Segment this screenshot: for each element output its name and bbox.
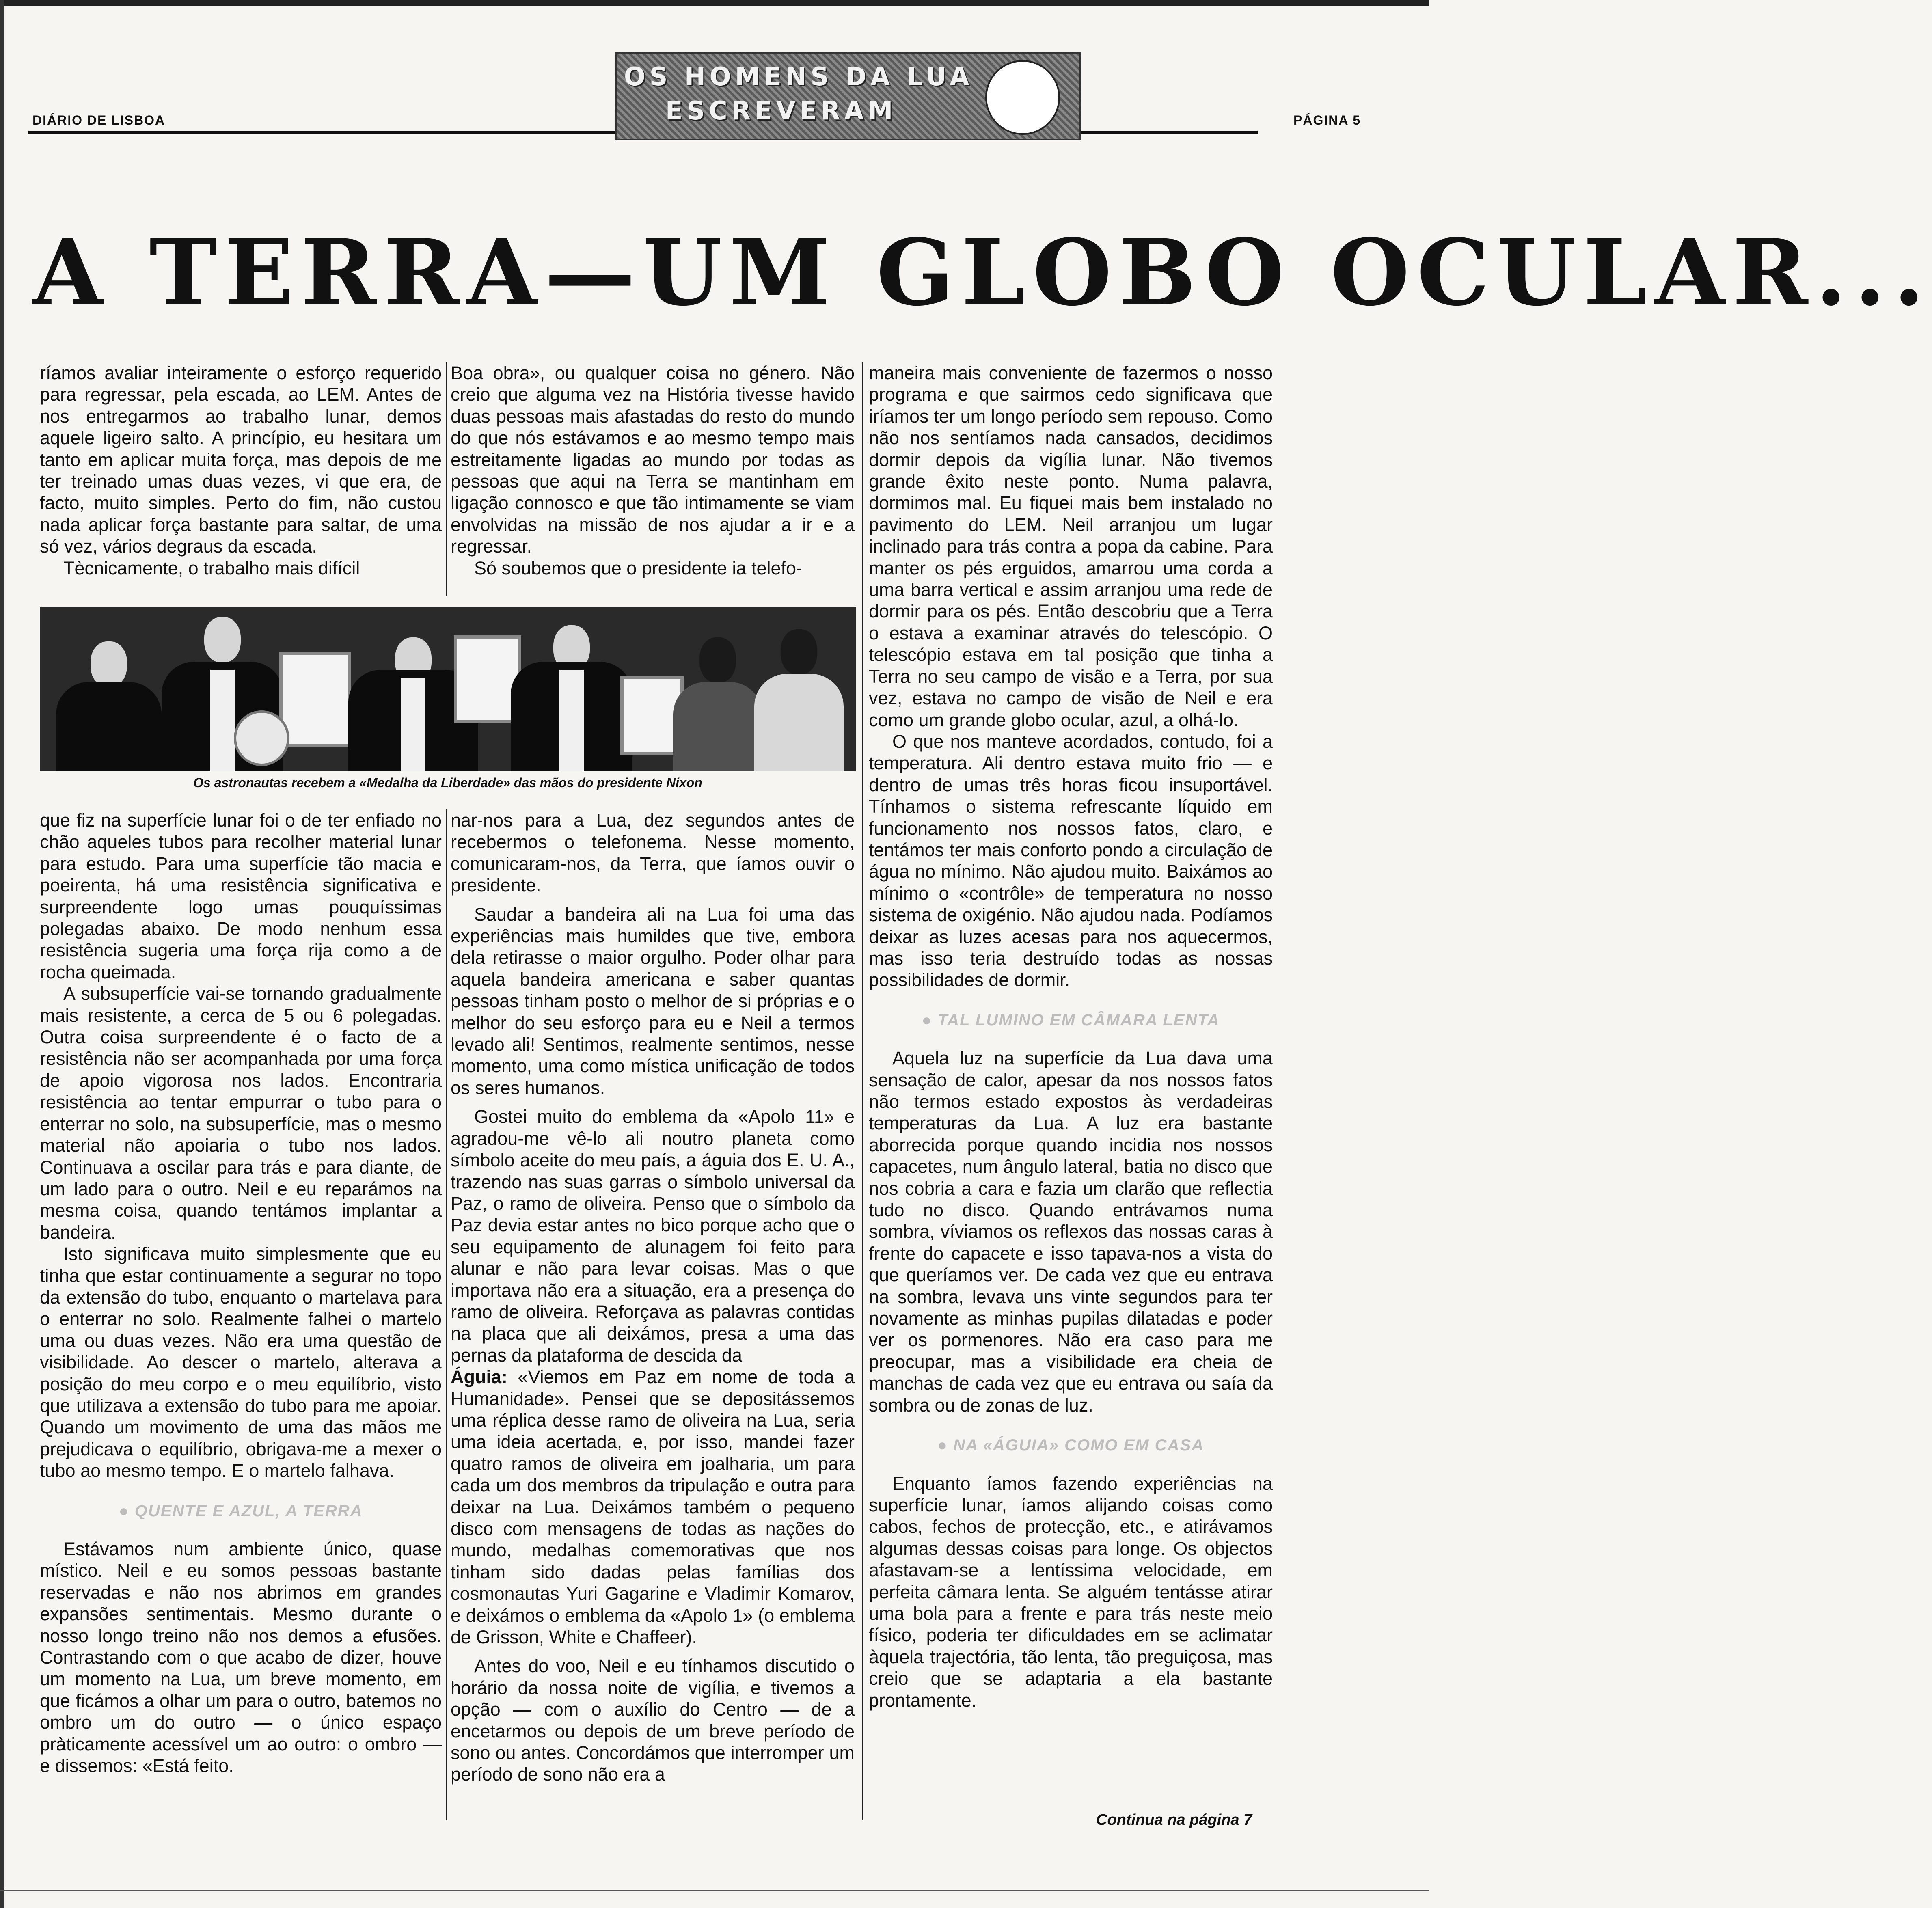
subheading: ● NA «ÁGUIA» COMO EM CASA — [937, 1436, 1205, 1455]
newspaper-name: DIÁRIO DE LISBOA — [32, 113, 166, 127]
subheading: ● TAL LUMINO EM CÂMARA LENTA — [922, 1011, 1220, 1029]
column-divider — [862, 362, 863, 1820]
subheading: ● QUENTE E AZUL, A TERRA — [119, 1502, 363, 1520]
section-logo-line-1: OS HOMENS DA LUA — [624, 62, 974, 91]
paragraph: Enquanto íamos fazendo experiências na superfície lunar, íamos alijando coisas como cabos, fechos de protecção, etc., e atirávamos algumas dessas coisas para longe. Os objectos afastavam-se a lentíssima velocidade, em perfeita câmara lenta. Se alguém tentásse atirar uma bola para a frente e para trás neste meio físico, poderia ter dificuldades em se aclimatar àquela trajectória, tão lenta, tão preguiçosa, mas creio que se adaptaria a ela bastante prontamente. — [869, 1473, 1273, 1711]
column-divider — [446, 362, 447, 596]
bottom-rule — [0, 1890, 1429, 1891]
paragraph: Antes do voo, Neil e eu tínhamos discutido o horário da nossa noite de vigília, e tivemos a opção — com o auxílio do Centro — de a encetarmos ou depois de um breve período de sono ou antes. Concordámos que interromper um período de sono não era a — [451, 1655, 855, 1785]
column-2-bottom — [451, 809, 855, 1785]
paragraph: ríamos avaliar inteiramente o esforço requerido para regressar, pela escada, ao LEM. Antes de nos entregarmos ao trabalho lunar, demos aquele ligeiro salto. A princípio, eu hesitara um tanto em aplicar muita força, mas depois de me ter treinado umas duas vezes, vi que era, de facto, muito simples. Perto do fim, não custou nada aplicar força bastante para saltar, de uma só vez, vários degraus da escada. — [40, 363, 442, 557]
paragraph-continuation: «Viemos em Paz em nome de toda a Humanidade». Pensei que se depositássemos uma réplica desse ramo de oliveira na Lua, seria uma ideia acertada, e, por isso, mandei fazer quatro ramos de oliveira em joalharia, um para cada um dos membros da tripulação e outra para deixar na Lua. Deixámos também o pequeno disco com mensagens de todas as nações do mundo, medalhas comemorativas que nos tinham sido dadas pelas famílias dos cosmonautas Yuri Gagarine e Vladimir Komarov, e deixámos o emblema da «Apolo 1» (o emblema de Grisson, White e Chaffeer). — [451, 1366, 855, 1648]
column-3 — [869, 362, 1273, 1711]
bold-word: Águia: — [451, 1366, 507, 1388]
presidential-seal-icon — [234, 710, 289, 766]
paragraph: Saudar a bandeira ali na Lua foi uma das experiências mais humildes que tive, embora dela retirasse o maior orgulho. Poder olhar para aquela bandeira americana e saber quantas pessoas tinham posto o melhor de si próprias e o melhor do seu esforço para eu e Neil a termos levado ali! Sentimos, realmente sentimos, nesse momento, uma como mística unificação de todos os seres humanos. — [451, 904, 855, 1098]
paragraph: Estávamos num ambiente único, quase místico. Neil e eu somos pessoas bastante reservadas e não nos abrimos em grandes expansões sentimentais. Mesmo durante o nosso longo treino não nos demos a efusões. Contrastando com o que acabo de dizer, houve um momento na Lua, um breve momento, em que ficámos a olhar um para o outro, batemos no ombro um do outro — o único espaço pràticamente acessível um ao outro: o ombro — e dissemos: «Está feito. — [40, 1539, 442, 1776]
paragraph: A subsuperfície vai-se tornando gradualmente mais resistente, a cerca de 5 ou 6 polegadas. Outra coisa surpreendente é o facto de a resistência não ser acompanhada por uma força de apoio vigorosa nos lados. Encontraria resistência ao tentar empurrar o tubo para o enterrar no solo, na subsuperfície, mas o mesmo material não apoiaria o tubo nos lados. Continuava a oscilar para trás e para diante, de um lado para o outro. Neil e eu reparámos na mesma coisa, quando tentámos implantar a bandeira. — [40, 983, 442, 1243]
column-1-bottom — [40, 809, 442, 1776]
photo-caption: Os astronautas recebem a «Medalha da Liberdade» das mãos do presidente Nixon — [193, 775, 702, 790]
moon-icon — [985, 60, 1060, 135]
column-1-top — [40, 362, 442, 579]
column-2-top — [451, 362, 855, 579]
paragraph: O que nos manteve acordados, contudo, foi a temperatura. Ali dentro estava muito frio — e dentro de umas três horas ficou insuportável. Tínhamos o sistema refrescante líquido em funcionamento nos nossos fatos, claro, e tentámos ter mais conforto pondo a circulação de água no mínimo. Não ajudou muito. Baixámos ao mínimo o «contrôle» de temperatura no nosso sistema de oxigénio. Não ajudou nada. Podíamos deixar as luzes acesas para nos aquecermos, mas isso teria destruído todas as nossas possibilidades de dormir. — [869, 731, 1273, 991]
continued-on-page: Continua na página 7 — [1096, 1811, 1252, 1828]
paragraph: Tècnicamente, o trabalho mais difícil — [63, 557, 360, 578]
section-logo — [615, 52, 1081, 140]
paragraph: nar-nos para a Lua, dez segundos antes de recebermos o telefonema. Nesse momento, comunicaram-nos, da Terra, que íamos ouvir o presidente. — [451, 810, 855, 896]
page-number: PÁGINA 5 — [1293, 113, 1361, 127]
column-divider — [446, 809, 447, 1820]
photo-astronauts-nixon — [40, 607, 856, 771]
paragraph: Aquela luz na superfície da Lua dava uma sensação de calor, apesar da nos nossos fatos não termos estado expostos às verdadeiras temperaturas da Lua. A luz era bastante aborrecida porque quando incidia nos nossos capacetes, num ângulo lateral, batia no disco que nos cobria a cara e fazia um clarão que reflectia tudo no disco. Quando entrávamos numa sombra, víviamos os reflexos das nossas caras à frente do capacete e isso tapava-nos a vista do que queríamos ver. De cada vez que eu entrava na sombra, levava uns vinte segundos para ter novamente as minhas pupilas dilatadas e poder ver os pormenores. Não era caso para me preocupar, mas a visibilidade era cheia de manchas de cada vez que eu entrava ou saía da sombra ou de zonas de luz. — [869, 1048, 1273, 1416]
section-logo-line-2: ESCREVERAM — [665, 96, 897, 125]
paragraph: maneira mais conveniente de fazermos o nosso programa e que sairmos cedo significava que iríamos ter um longo período sem repouso. Como não nos sentíamos nada cansados, decidimos dormir depois da vigília lunar. Não tivemos grande êxito neste ponto. Numa palavra, dormimos mal. Eu fiquei mais bem instalado no pavimento do LEM. Neil arranjou um lugar inclinado para trás contra a popa da cabine. Para manter os pés erguidos, amarrou uma corda a uma barra vertical e assim arranjou uma rede de dormir para os pés. Então descobriu que a Terra o estava a examinar através do telescópio. O telescópio estava em tal posição que tinha a Terra no seu campo de visão e a Terra, por sua vez, estava no campo de visão de Neil e era como um grande globo ocular, azul, a olhá-lo. — [869, 363, 1273, 730]
paragraph: Boa obra», ou qualquer coisa no género. Não creio que alguma vez na História tivesse havido duas pessoas mais afastadas do resto do mundo do que nós estávamos e ao mesmo tempo mais estreitamente ligadas ao mundo por todas as pessoas que aqui na Terra se mantinham em ligação connosco e que tão intimamente se viam envolvidas na missão de nos ajudar a ir e a regressar. — [451, 363, 855, 557]
paragraph: Gostei muito do emblema da «Apolo 11» e agradou-me vê-lo ali noutro planeta como símbolo aceite do meu país, a águia dos E. U. A., trazendo nas suas garras o símbolo universal da Paz, o ramo de oliveira. Penso que o símbolo da Paz devia estar antes no bico porque acho que o seu equipamento de alunagem foi feito para alunar e não para levar coisas. Mas o que importava não era a situação, era a presença do ramo de oliveira. Reforçava as palavras contidas na placa que ali deixámos, presa a uma das pernas da plataforma de descida da — [451, 1106, 855, 1366]
top-border — [0, 0, 1429, 6]
paragraph: Isto significava muito simplesmente que eu tinha que estar continuamente a segurar no topo da extensão do tubo, enquanto o martelava para o enterrar no solo. Realmente falhei o martelo uma ou duas vezes. Não era uma questão de visibilidade. Ao descer o martelo, alterava a posição do meu corpo e o meu equilíbrio, visto que utilizava a extensão do tubo para me apoiar. Quando um movimento de uma das mãos me prejudicava o equilíbrio, obrigava-me a mexer o tubo ao mesmo tempo. E o martelo falhava. — [40, 1243, 442, 1481]
left-margin-rule — [0, 0, 4, 1908]
paragraph: Só soubemos que o presidente ia telefo- — [474, 557, 803, 578]
headline: A TERRA—UM GLOBO OCULAR... — [32, 219, 1932, 326]
paragraph: que fiz na superfície lunar foi o de ter enfiado no chão aqueles tubos para recolher material lunar para estudo. Para uma superfície tão macia e poeirenta, há uma resistência significativa e surpreendente logo umas pouquíssimas polegadas abaixo. De modo nenhum essa resistência sugeria uma força rija como a de rocha queimada. — [40, 810, 442, 982]
paragraph — [451, 1366, 855, 1648]
